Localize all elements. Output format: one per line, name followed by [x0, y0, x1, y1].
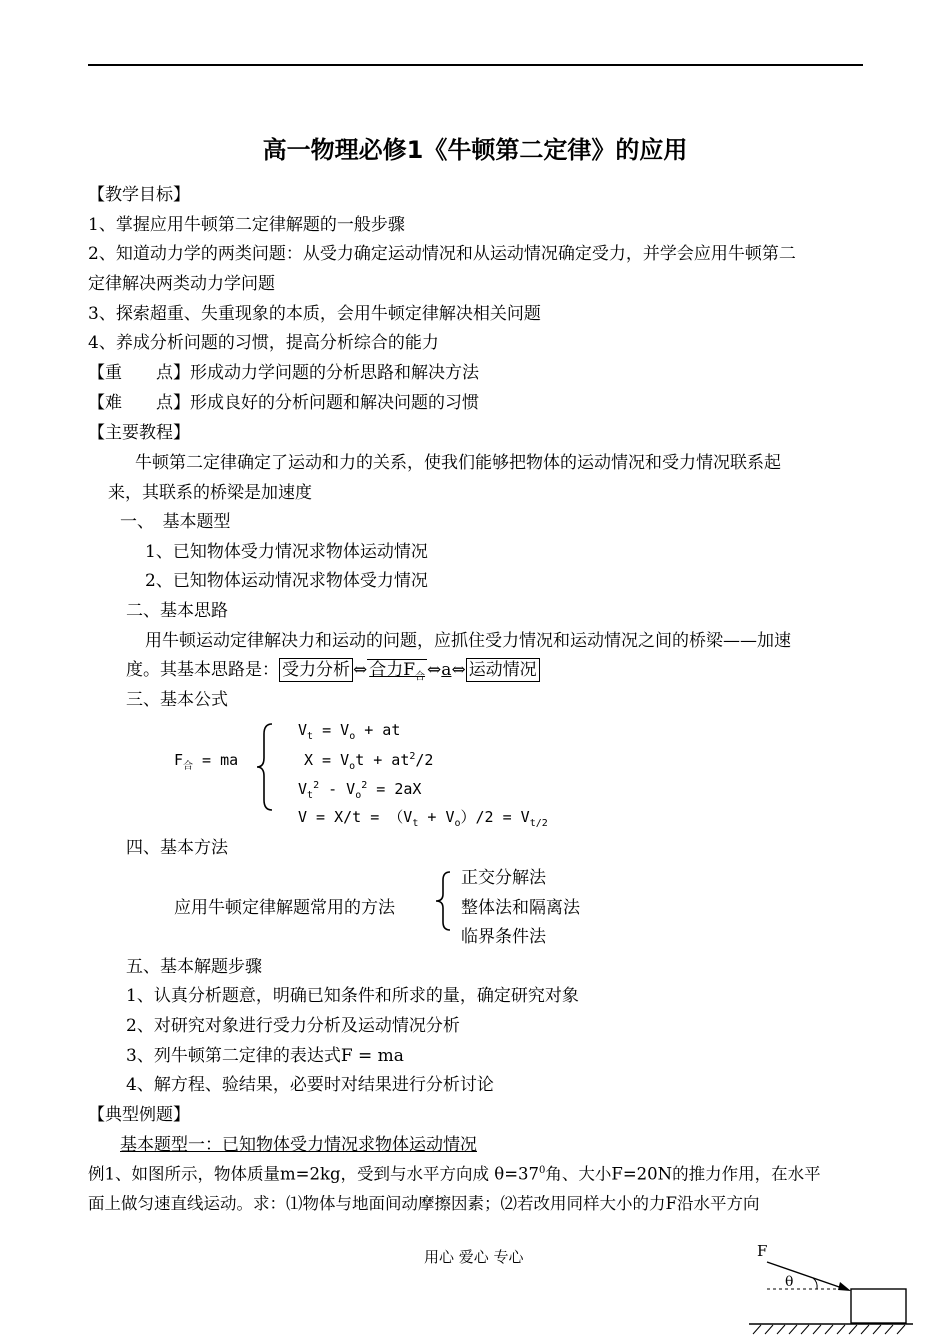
- example-1-line1: [88, 1166, 821, 1183]
- f4-sub3: t/2: [529, 818, 548, 829]
- force-arrowhead-icon: [838, 1282, 851, 1291]
- formula-net-force-f: F: [174, 751, 184, 769]
- basic-type-2: 2、已知物体运动情况求物体受力情况: [145, 571, 428, 591]
- key-point-label: 【重 点】: [88, 363, 190, 383]
- page-title: 高一物理必修1《牛顿第二定律》的应用: [262, 136, 688, 164]
- force-label: F: [757, 1242, 768, 1260]
- key-point: [88, 365, 479, 382]
- f1-b: = V: [313, 721, 350, 739]
- f3-sub: t: [307, 790, 314, 801]
- ex1-b: 角、大小F=20N的推力作用，在水平: [545, 1164, 821, 1184]
- methods-brace-icon: [432, 870, 454, 932]
- example-1-line2: 面上做匀速直线运动。求：⑴物体与地面间动摩擦因素；⑵若改用同样大小的力F沿水平方向: [88, 1194, 760, 1213]
- course-intro-line2: 来，其联系的桥梁是加速度: [108, 483, 312, 503]
- methods-label: 应用牛顿定律解题常用的方法: [174, 898, 395, 918]
- step-4: 4、解方程、验结果，必要时对结果进行分析讨论: [126, 1075, 494, 1095]
- section-basic-types: 一、 基本题型: [120, 512, 231, 532]
- formula-brace-icon: [254, 722, 276, 812]
- f1-c: + at: [355, 721, 401, 739]
- flow-motion-state: 运动情况: [466, 658, 540, 682]
- f2-b: t + at: [355, 751, 410, 769]
- key-point-text: 形成动力学问题的分析思路和解决方法: [190, 363, 479, 383]
- f3-a: V: [298, 780, 308, 798]
- formula-net-force: [174, 753, 238, 772]
- approach-line2-prefix: 度。其基本思路是：: [126, 660, 279, 680]
- ex1-a: 例1、如图所示，物体质量m=2kg，受到与水平方向成 θ=37: [88, 1164, 540, 1184]
- ground-hatching: [753, 1325, 905, 1334]
- hard-point-label: 【难 点】: [88, 393, 190, 413]
- f2-c: /2: [415, 751, 434, 769]
- step-1: 1、认真分析题意，明确已知条件和所求的量，确定研究对象: [126, 986, 579, 1006]
- method-1: 正交分解法: [461, 868, 546, 888]
- example-type-1: 基本题型一：已知物体受力情况求物体运动情况: [120, 1135, 477, 1155]
- header-rule: [88, 64, 863, 66]
- course-intro-line1: 牛顿第二定律确定了运动和力的关系，使我们能够把物体的运动情况和受力情况联系起: [135, 453, 781, 473]
- flow-arrow-1: ⇔: [353, 660, 368, 680]
- flow-net-force-main: 合力F: [369, 660, 416, 680]
- f3-sup: 2: [313, 780, 320, 791]
- flow-force-analysis: 受力分析: [279, 658, 353, 682]
- f2-a: X = V: [304, 751, 350, 769]
- goal-item-2: 2、知道动力学的两类问题：从受力确定运动情况和从运动情况确定受力，并学会应用牛顿第二: [88, 244, 796, 264]
- f4-b: + V: [418, 808, 455, 826]
- block: [851, 1289, 906, 1323]
- section-basic-formulas: 三、基本公式: [126, 690, 228, 710]
- flow-arrow-2: ⇔: [427, 660, 442, 680]
- force-vector: [767, 1262, 845, 1289]
- goal-item-3: 3、探索超重、失重现象的本质，会用牛顿定律解决相关问题: [88, 304, 541, 324]
- method-3: 临界条件法: [461, 927, 546, 947]
- f4-sub2: o: [454, 818, 461, 829]
- f1-a: V: [298, 721, 308, 739]
- approach-line1: 用牛顿运动定律解决力和运动的问题，应抓住受力情况和运动情况之间的桥梁——加速: [145, 631, 791, 651]
- f3-sup2: 2: [361, 780, 368, 791]
- formula-3: [298, 781, 421, 801]
- formula-net-force-rest: = ma: [193, 751, 239, 769]
- step-2: 2、对研究对象进行受力分析及运动情况分析: [126, 1016, 460, 1036]
- goals-heading: 【教学目标】: [88, 185, 190, 205]
- course-heading: 【主要教程】: [88, 423, 190, 443]
- angle-label: θ: [785, 1274, 794, 1290]
- force-diagram: [745, 1238, 915, 1338]
- goal-item-2-cont: 定律解决两类动力学问题: [88, 274, 275, 294]
- f3-b: - V: [319, 780, 356, 798]
- step-3: 3、列牛顿第二定律的表达式F = ma: [126, 1046, 404, 1066]
- f1-sub: t: [307, 731, 314, 742]
- formula-2: [304, 752, 433, 772]
- f1-sub2: o: [349, 731, 356, 742]
- f2-sub: o: [349, 761, 356, 772]
- goal-item-1: 1、掌握应用牛顿第二定律解题的一般步骤: [88, 215, 405, 235]
- f3-c: = 2aX: [367, 780, 422, 798]
- f4-a: V = X/t = （V: [298, 808, 413, 826]
- f3-sub2: o: [355, 790, 362, 801]
- f4-sub: t: [412, 818, 419, 829]
- f2-sup: 2: [409, 751, 416, 762]
- flow-net-force-sub: 合: [415, 671, 426, 683]
- section-basic-steps: 五、基本解题步骤: [126, 957, 262, 977]
- formula-4: [298, 810, 548, 829]
- flow-arrow-3: ⇔: [451, 660, 466, 680]
- hard-point-text: 形成良好的分析问题和解决问题的习惯: [190, 393, 479, 413]
- method-2: 整体法和隔离法: [461, 898, 580, 918]
- page-footer: 用心 爱心 专心: [424, 1248, 524, 1266]
- formula-net-force-sub: 合: [183, 761, 194, 772]
- formula-1: [298, 723, 400, 742]
- flow-net-force: [367, 659, 427, 683]
- ex1-sup: 0: [539, 1165, 546, 1176]
- section-basic-methods: 四、基本方法: [126, 838, 228, 858]
- f4-c: ）/2 = V: [460, 808, 530, 826]
- hard-point: [88, 395, 479, 412]
- approach-line2: [126, 662, 540, 682]
- section-basic-approach: 二、基本思路: [126, 601, 228, 621]
- basic-type-1: 1、已知物体受力情况求物体运动情况: [145, 542, 428, 562]
- flow-acceleration: a: [441, 660, 452, 680]
- goal-item-4: 4、养成分析问题的习惯，提高分析综合的能力: [88, 333, 439, 353]
- examples-heading: 【典型例题】: [88, 1105, 190, 1125]
